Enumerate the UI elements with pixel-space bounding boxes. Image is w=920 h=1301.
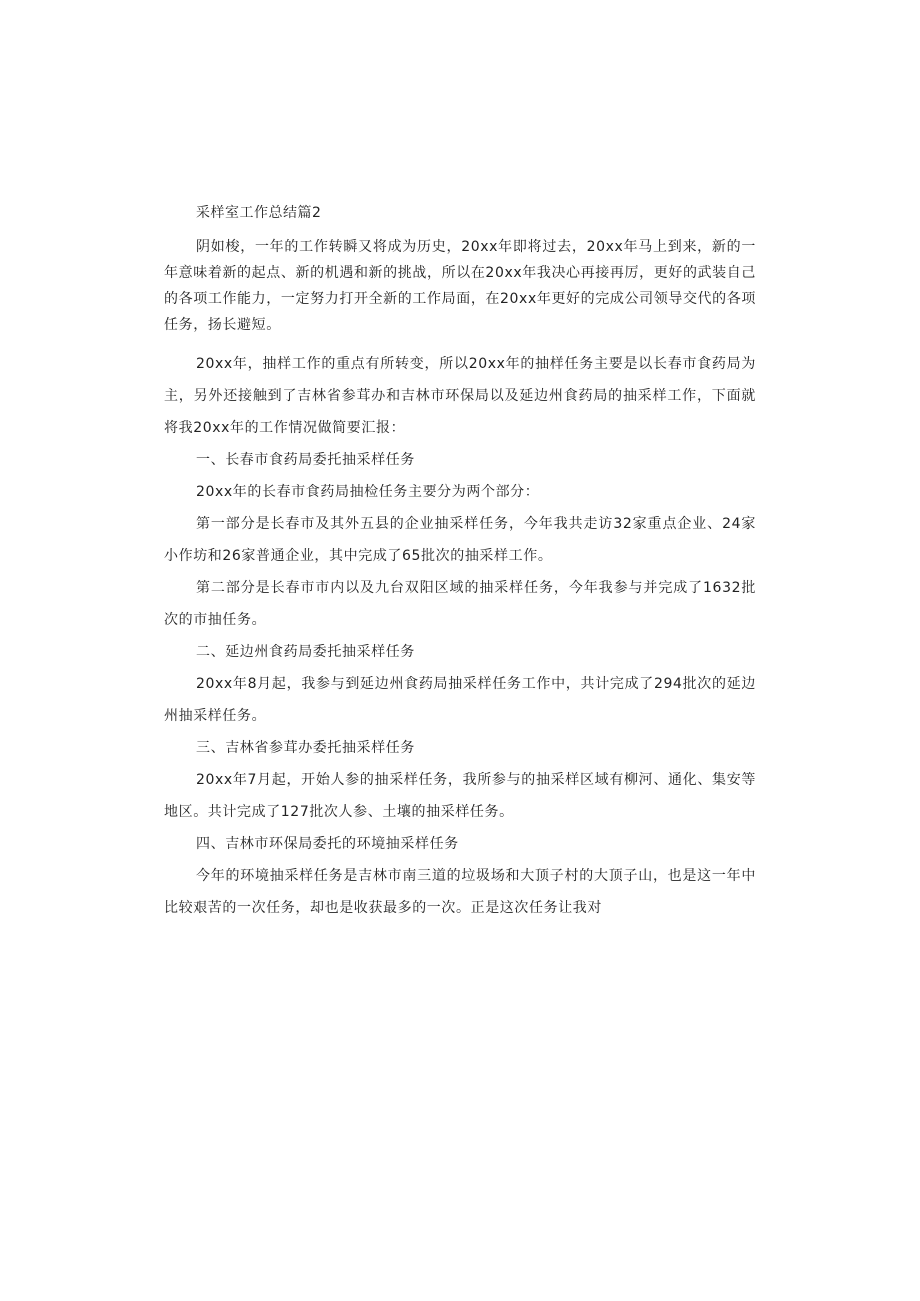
section-heading-environment: 四、吉林市环保局委托的环境抽采样任务 bbox=[196, 836, 459, 852]
document-page bbox=[164, 202, 756, 924]
paragraph-changchun-part-one: 第一部分是长春市及其外五县的企业抽采样任务，今年我共走访32家重点企业、24家小作坊和26家普通企业，其中完成了65批次的抽采样工作。 bbox=[164, 516, 756, 564]
paragraph-changchun-parts: 20xx年的长春市食药局抽检任务主要分为两个部分： bbox=[196, 484, 540, 500]
document-title: 采样室工作总结篇2 bbox=[196, 205, 322, 221]
paragraph-intro: 阴如梭，一年的工作转瞬又将成为历史，20xx年即将过去，20xx年马上到来，新的一年意味着新的起点、新的机遇和新的挑战，所以在20xx年我决心再接再厉，更好的武装自己的各项工作能力，一定努力打开全新的工作局面，在20xx年更好的完成公司领导交代的各项任务，扬长避短。 bbox=[164, 239, 756, 333]
section-heading-yanbian: 二、延边州食药局委托抽采样任务 bbox=[196, 644, 415, 660]
section-heading-ginseng: 三、吉林省参茸办委托抽采样任务 bbox=[196, 740, 415, 756]
paragraph-overview: 20xx年，抽样工作的重点有所转变，所以20xx年的抽样任务主要是以长春市食药局为主，另外还接触到了吉林省参茸办和吉林市环保局以及延边州食药局的抽采样工作，下面就将我20xx年的工作情况做简要汇报： bbox=[164, 356, 756, 436]
paragraph-environment: 今年的环境抽采样任务是吉林市南三道的垃圾场和大顶子村的大顶子山，也是这一年中比较艰苦的一次任务，却也是收获最多的一次。正是这次任务让我对 bbox=[164, 868, 756, 916]
paragraph-changchun-part-two: 第二部分是长春市市内以及九台双阳区域的抽采样任务，今年我参与并完成了1632批次的市抽任务。 bbox=[164, 580, 756, 628]
paragraph-yanbian: 20xx年8月起，我参与到延边州食药局抽采样任务工作中，共计完成了294批次的延边州抽采样任务。 bbox=[164, 676, 756, 724]
section-heading-changchun: 一、长春市食药局委托抽采样任务 bbox=[196, 452, 415, 468]
paragraph-ginseng: 20xx年7月起，开始人参的抽采样任务，我所参与的抽采样区域有柳河、通化、集安等地区。共计完成了127批次人参、土壤的抽采样任务。 bbox=[164, 772, 756, 820]
